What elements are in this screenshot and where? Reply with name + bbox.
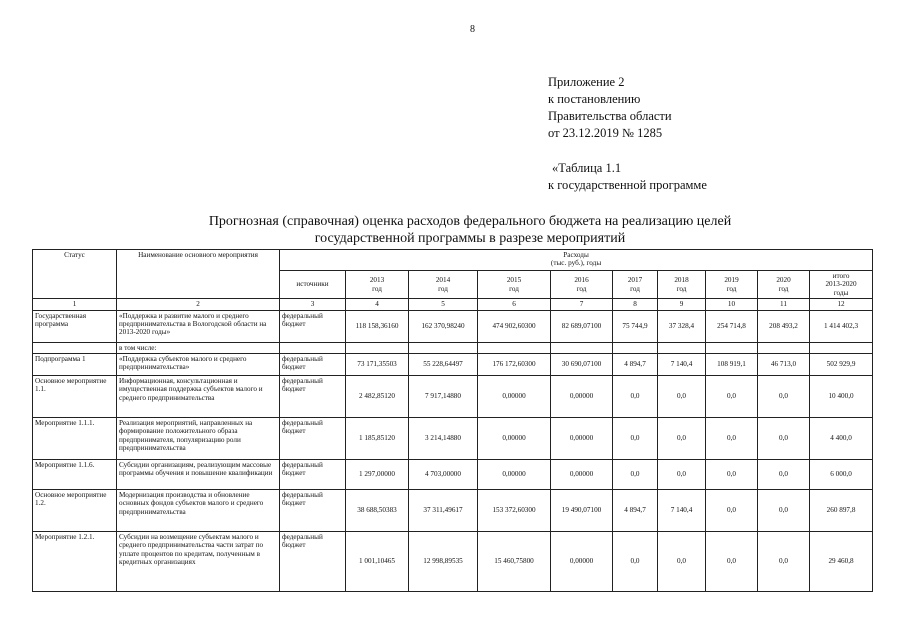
table-row [33, 310, 873, 342]
year-unit: год [726, 284, 737, 293]
header-expenses-label: Расходы [563, 251, 589, 259]
table-row [33, 376, 873, 418]
total-unit: годы [833, 288, 849, 297]
row-source: федеральный бюджет [280, 532, 346, 592]
header-year [478, 271, 551, 299]
row-value: 162 370,98240 [409, 310, 478, 342]
header-expenses [280, 250, 873, 271]
row-value: 0,0 [758, 490, 810, 532]
row-value: 0,0 [658, 418, 706, 460]
title-line-1: Прогнозная (справочная) оценка расходов федерального бюджета на реализацию целей [208, 214, 732, 229]
empty-cell [758, 342, 810, 353]
title-line-2: государственной программы в разрезе мероприятий [314, 231, 626, 246]
row-name: «Поддержка субъектов малого и среднего предпринимательства» [117, 354, 280, 376]
table-row [33, 342, 873, 353]
header-status: Статус [33, 250, 117, 299]
row-value: 12 998,89535 [409, 532, 478, 592]
empty-cell [346, 342, 409, 353]
row-value: 0,0 [613, 532, 658, 592]
year-label: 2020 [776, 276, 791, 285]
row-source: федеральный бюджет [280, 490, 346, 532]
row-value: 1 185,85120 [346, 418, 409, 460]
row-value: 0,00000 [551, 376, 613, 418]
column-number: 8 [613, 299, 658, 310]
row-name: Субсидии организациям, реализующим массовые программы обучения и повышение квалификации [117, 460, 280, 490]
row-source: федеральный бюджет [280, 418, 346, 460]
row-source: федеральный бюджет [280, 354, 346, 376]
table-row [33, 460, 873, 490]
year-unit: год [438, 284, 448, 293]
appendix-line: Приложение 2 [548, 75, 625, 89]
year-unit: год [630, 284, 640, 293]
column-number: 12 [810, 299, 873, 310]
row-value: 29 460,8 [810, 532, 873, 592]
row-value: 0,00000 [551, 460, 613, 490]
row-name: Субсидии на возмещение субъектам малого и среднего предпринимательства части затрат по уплате процентов по кредитам, полученным в кредитных организациях [117, 532, 280, 592]
year-label: 2015 [506, 276, 522, 285]
row-value: 108 919,1 [706, 354, 758, 376]
year-label: 2013 [369, 276, 385, 285]
header-row [33, 250, 873, 271]
header-year [658, 271, 706, 299]
column-number: 5 [409, 299, 478, 310]
year-label: 2019 [724, 276, 739, 285]
year-unit: год [576, 284, 587, 293]
row-value: 260 897,8 [810, 490, 873, 532]
row-value: 0,0 [706, 460, 758, 490]
empty-cell [706, 342, 758, 353]
appendix-line: Правительства области [548, 109, 672, 123]
row-value: 4 703,00000 [409, 460, 478, 490]
header-total [810, 271, 873, 299]
column-number: 2 [117, 299, 280, 310]
row-status: Основное мероприятие 1.1. [33, 376, 117, 418]
appendix-line: к постановлению [548, 92, 641, 106]
row-value: 0,0 [613, 460, 658, 490]
row-value: 7 140,4 [658, 490, 706, 532]
row-value: 474 902,60300 [478, 310, 551, 342]
row-value: 0,00000 [478, 460, 551, 490]
row-status: Государственная программа [33, 310, 117, 342]
year-label: 2014 [435, 276, 451, 285]
column-number: 3 [280, 299, 346, 310]
row-value: 118 158,36160 [346, 310, 409, 342]
row-value: 0,00000 [478, 418, 551, 460]
empty-cell [478, 342, 551, 353]
row-value: 0,0 [613, 376, 658, 418]
row-value: 0,0 [613, 418, 658, 460]
row-value: 37 311,49617 [409, 490, 478, 532]
column-number: 9 [658, 299, 706, 310]
table-row [33, 354, 873, 376]
row-value: 7 140,4 [658, 354, 706, 376]
row-value: 502 929,9 [810, 354, 873, 376]
row-value: 15 460,75800 [478, 532, 551, 592]
row-value: 4 894,7 [613, 490, 658, 532]
row-value: 0,0 [706, 532, 758, 592]
header-sources: источники [280, 271, 346, 299]
row-name: «Поддержка и развитие малого и среднего предпринимательства в Вологодской области на 2013-2020 годы» [117, 310, 280, 342]
row-value: 0,0 [658, 532, 706, 592]
header-year [409, 271, 478, 299]
header-year [758, 271, 810, 299]
row-value: 4 894,7 [613, 354, 658, 376]
table-ref-line: к государственной программе [548, 178, 707, 192]
column-number: 6 [478, 299, 551, 310]
row-value: 3 214,14880 [409, 418, 478, 460]
table-row [33, 418, 873, 460]
year-label: 2017 [627, 276, 643, 285]
column-number: 11 [758, 299, 810, 310]
row-value: 0,0 [706, 490, 758, 532]
row-value: 176 172,60300 [478, 354, 551, 376]
header-year [346, 271, 409, 299]
row-value: 55 228,64497 [409, 354, 478, 376]
row-status: Мероприятие 1.2.1. [33, 532, 117, 592]
row-value: 0,00000 [551, 532, 613, 592]
year-unit: год [778, 284, 789, 293]
row-value: 0,00000 [478, 376, 551, 418]
row-value: 6 000,0 [810, 460, 873, 490]
year-label: 2016 [574, 276, 589, 285]
row-source: федеральный бюджет [280, 460, 346, 490]
appendix-block [548, 74, 672, 142]
column-number: 4 [346, 299, 409, 310]
row-status: Мероприятие 1.1.6. [33, 460, 117, 490]
year-label: 2018 [674, 276, 689, 285]
row-value: 0,0 [706, 376, 758, 418]
row-name: Модернизация производства и обновление основных фондов субъектов малого и среднего предпринимательства [117, 490, 280, 532]
row-value: 38 688,50383 [346, 490, 409, 532]
row-value: 0,0 [758, 460, 810, 490]
year-unit: год [676, 284, 687, 293]
row-value: 73 171,35503 [346, 354, 409, 376]
row-value: 0,00000 [551, 418, 613, 460]
column-number: 1 [33, 299, 117, 310]
row-value: 7 917,14880 [409, 376, 478, 418]
document-title [120, 213, 820, 247]
table-reference [548, 160, 707, 194]
row-value: 0,0 [758, 418, 810, 460]
row-value: 208 493,2 [758, 310, 810, 342]
row-source: федеральный бюджет [280, 310, 346, 342]
row-value: 4 400,0 [810, 418, 873, 460]
row-name: Реализация мероприятий, направленных на формирование положительного образа предпринимателя, популяризацию роли предпринимательства [117, 418, 280, 460]
row-in-that-number: в том числе: [117, 342, 280, 353]
year-unit: год [372, 284, 382, 293]
row-value: 2 482,85120 [346, 376, 409, 418]
row-value: 1 297,00000 [346, 460, 409, 490]
total-label: итого [832, 272, 850, 280]
row-value: 1 001,10465 [346, 532, 409, 592]
column-number: 7 [551, 299, 613, 310]
row-value: 82 689,07100 [551, 310, 613, 342]
row-value: 0,0 [658, 460, 706, 490]
column-number: 10 [706, 299, 758, 310]
row-status-empty [33, 342, 117, 353]
appendix-line: от 23.12.2019 № 1285 [548, 126, 663, 140]
empty-cell [280, 342, 346, 353]
empty-cell [658, 342, 706, 353]
header-expenses-unit: (тыс. руб.), годы [550, 259, 602, 268]
row-value: 30 690,07100 [551, 354, 613, 376]
row-value: 37 328,4 [658, 310, 706, 342]
table-row [33, 532, 873, 592]
table-ref-line: «Таблица 1.1 [552, 161, 622, 175]
empty-cell [409, 342, 478, 353]
row-source: федеральный бюджет [280, 376, 346, 418]
header-year [613, 271, 658, 299]
table-row [33, 490, 873, 532]
total-range: 2013-2020 [825, 280, 857, 289]
row-value: 0,0 [706, 418, 758, 460]
row-value: 46 713,0 [758, 354, 810, 376]
header-year [706, 271, 758, 299]
row-status: Основное мероприятие 1.2. [33, 490, 117, 532]
page-number: 8 [470, 24, 475, 35]
row-status: Подпрограмма 1 [33, 354, 117, 376]
header-name: Наименование основного мероприятия [117, 250, 280, 299]
row-value: 153 372,60300 [478, 490, 551, 532]
row-value: 1 414 402,3 [810, 310, 873, 342]
empty-cell [613, 342, 658, 353]
header-year [551, 271, 613, 299]
column-number-row [33, 299, 873, 310]
row-value: 254 714,8 [706, 310, 758, 342]
row-value: 0,0 [758, 532, 810, 592]
row-value: 19 490,07100 [551, 490, 613, 532]
row-value: 75 744,9 [613, 310, 658, 342]
row-value: 0,0 [658, 376, 706, 418]
empty-cell [810, 342, 873, 353]
row-name: Информационная, консультационная и имущественная поддержка субъектов малого и среднего предпринимательства [117, 376, 280, 418]
row-value: 10 400,0 [810, 376, 873, 418]
budget-table [32, 249, 873, 592]
row-status: Мероприятие 1.1.1. [33, 418, 117, 460]
year-unit: год [509, 284, 519, 293]
empty-cell [551, 342, 613, 353]
row-value: 0,0 [758, 376, 810, 418]
